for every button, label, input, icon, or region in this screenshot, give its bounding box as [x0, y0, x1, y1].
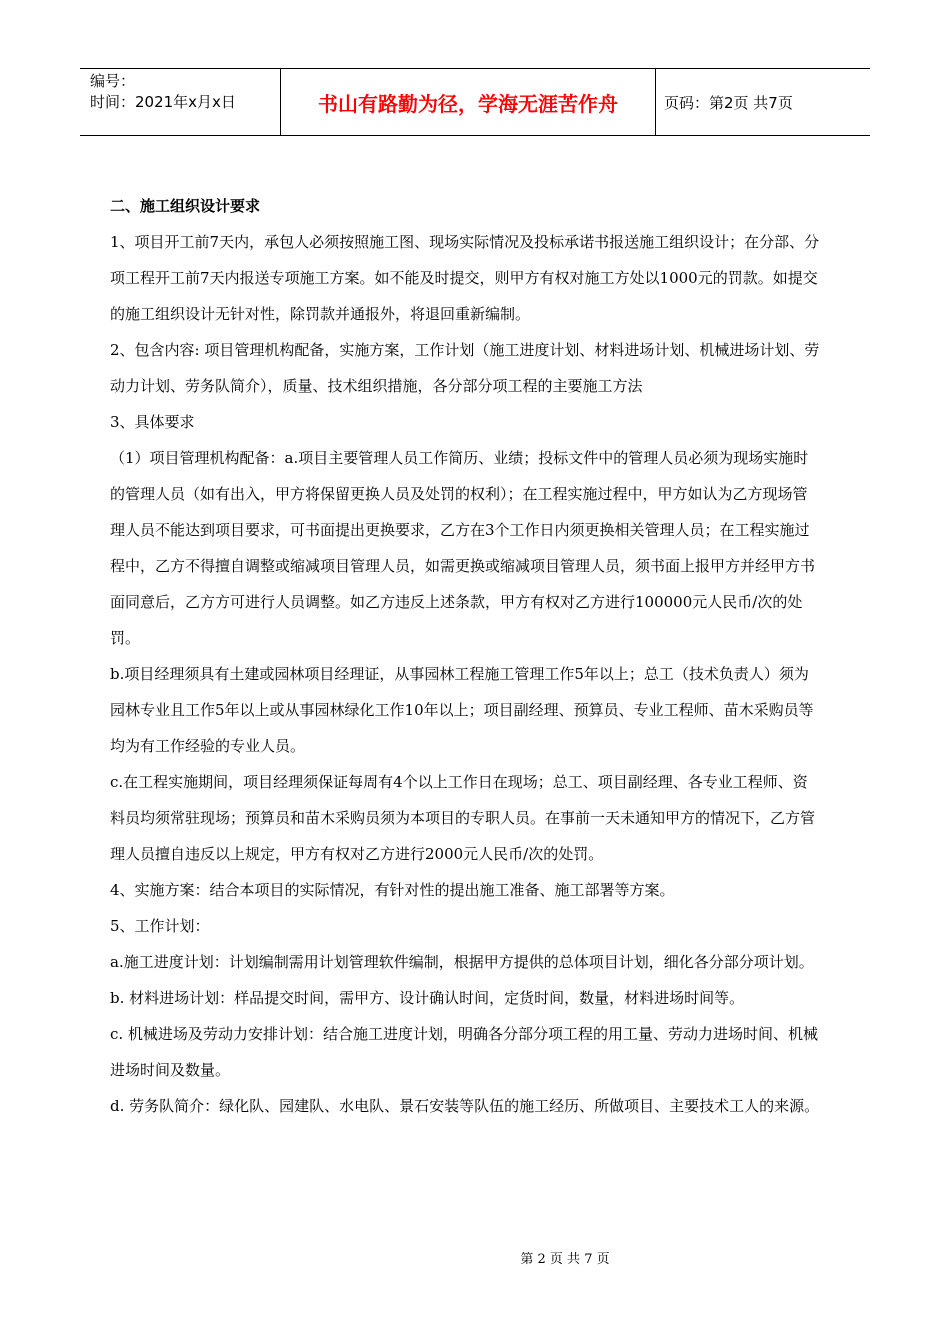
paragraph: b. 材料进场计划：样品提交时间，需甲方、设计确认时间，定货时间，数量，材料进场时间等。: [110, 989, 745, 1007]
paragraph: c. 机械进场及劳动力安排计划：结合施工进度计划，明确各分部分项工程的用工量、劳动力进场时间、机械进场时间及数量。: [110, 1025, 818, 1079]
paragraph: b.项目经理须具有土建或园林项目经理证，从事园林工程施工管理工作5年以上；总工（技术负责人）须为园林专业且工作5年以上或从事园林绿化工作10年以上；项目副经理、预算员、专业工程师、苗木采购员等均为有工作经验的专业人员。: [110, 665, 814, 755]
page-footer: 第 2 页 共 7 页: [520, 1252, 610, 1267]
header-meta: [80, 69, 280, 135]
header-page-indicator: 页码：第2页 共7页: [664, 93, 793, 112]
paragraph: （1）项目管理机构配备：a.项目主要管理人员工作简历、业绩；投标文件中的管理人员必须为现场实施时的管理人员（如有出入，甲方将保留更换人员及处罚的权利）；在工程实施过程中，甲方如认为乙方现场管理人员不能达到项目要求，可书面提出更换要求，乙方在3个工作日内须更换相关管理人员；在工程实施过程中，乙方不得擅自调整或缩减项目管理人员，如需更换或缩减项目管理人员，须书面上报甲方并经甲方书面同意后，乙方方可进行人员调整。如乙方违反上述条款，甲方有权对乙方进行100000元人民币/次的处罚。: [110, 449, 816, 647]
section-heading: 二、施工组织设计要求: [110, 197, 261, 215]
paragraph: 3、具体要求: [110, 413, 195, 431]
paragraph: d. 劳务队简介：绿化队、园建队、水电队、景石安装等队伍的施工经历、所做项目、主要技术工人的来源。: [110, 1097, 820, 1115]
document-number-label: 编号：: [90, 72, 136, 90]
header-motto: 书山有路勤为径，学海无涯苦作舟: [280, 69, 656, 135]
paragraph: 1、项目开工前7天内，承包人必须按照施工图、现场实际情况及投标承诺书报送施工组织设计；在分部、分项工程开工前7天内报送专项施工方案。如不能及时提交，则甲方有权对施工方处以1000元的罚款。如提交的施工组织设计无针对性，除罚款并通报外，将退回重新编制。: [110, 233, 820, 323]
paragraph: 4、实施方案：结合本项目的实际情况，有针对性的提出施工准备、施工部署等方案。: [110, 881, 675, 899]
paragraph: a.施工进度计划：计划编制需用计划管理软件编制，根据甲方提供的总体项目计划，细化各分部分项计划。: [110, 953, 814, 971]
page-header: [80, 68, 870, 136]
paragraph: 5、工作计划：: [110, 917, 210, 935]
paragraph: 2、包含内容: 项目管理机构配备，实施方案，工作计划（施工进度计划、材料进场计划、机械进场计划、劳动力计划、劳务队简介），质量、技术组织措施，各分部分项工程的主要施工方法: [110, 341, 820, 395]
document-body: [110, 188, 820, 1124]
paragraph: c.在工程实施期间，项目经理须保证每周有4个以上工作日在现场；总工、项目副经理、各专业工程师、资料员均须常驻现场；预算员和苗木采购员须为本项目的专职人员。在事前一天未通知甲方的情况下，乙方管理人员擅自违反以上规定，甲方有权对乙方进行2000元人民币/次的处罚。: [110, 773, 816, 863]
document-date-label: 时间：2021年x月x日: [90, 93, 236, 111]
